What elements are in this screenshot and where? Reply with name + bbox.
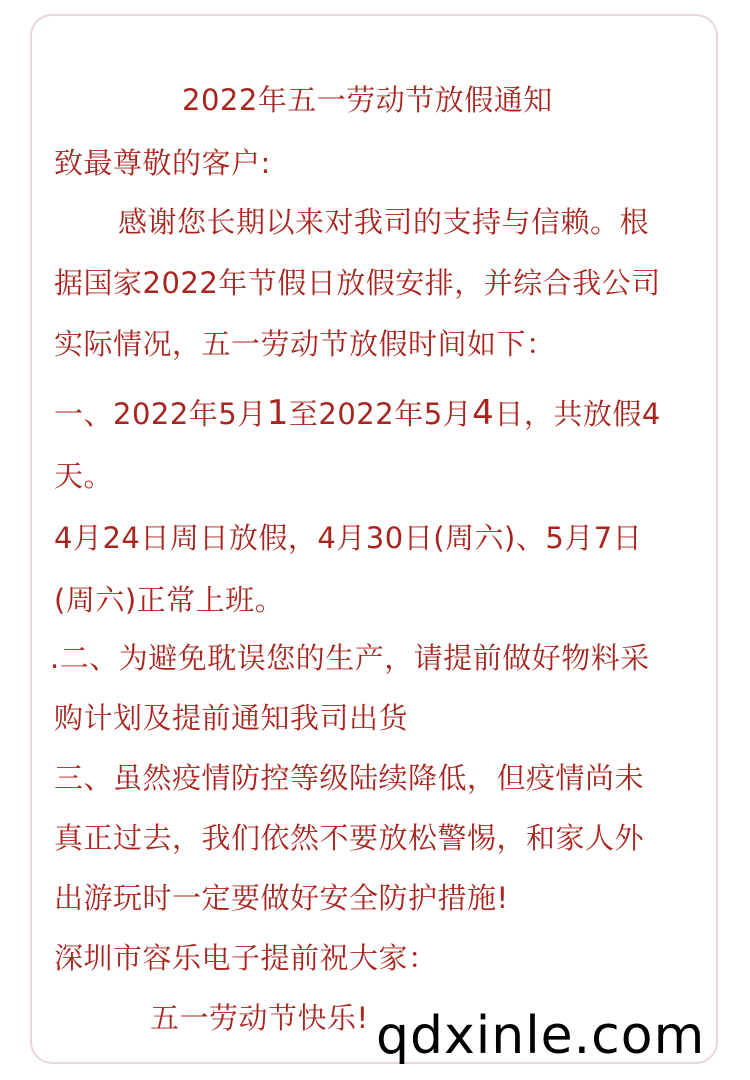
workdays-line-2: (周六)正常上班。 xyxy=(54,583,285,617)
item2-line-1: .二、为避免耽误您的生产，请提前做好物料采 xyxy=(50,641,650,675)
notice-title: 2022年五一劳动节放假通知 xyxy=(182,83,553,117)
item1-suffix: 日，共放假4 xyxy=(494,397,661,431)
item1-middle: 至2022年5月 xyxy=(288,397,473,431)
item2-line-2: 购计划及提前通知我司出货 xyxy=(54,701,409,735)
intro-line-3: 实际情况，五一劳动节放假时间如下： xyxy=(54,327,556,361)
holiday-wish: 五一劳动节快乐! xyxy=(150,1001,369,1035)
item1-line-1 xyxy=(54,395,661,432)
workdays-line-1: 4月24日周日放假，4月30日(周六)、5月7日 xyxy=(54,521,643,555)
item3-line-2: 真正过去，我们依然不要放松警惕，和家人外 xyxy=(54,821,645,855)
item1-day-end: 4 xyxy=(472,393,495,433)
item1-prefix: 一、2022年5月 xyxy=(54,397,267,431)
item3-line-3: 出游玩时一定要做好安全防护措施! xyxy=(54,881,509,915)
watermark-domain: qdxinle.com xyxy=(376,1006,706,1066)
item1-line-2: 天。 xyxy=(54,459,114,493)
intro-line-1: 感谢您长期以来对我司的支持与信赖。根 xyxy=(118,205,650,239)
intro-line-2: 据国家2022年节假日放假安排，并综合我公司 xyxy=(54,266,661,300)
item1-day-start: 1 xyxy=(266,393,289,433)
closing-line: 深圳市容乐电子提前祝大家： xyxy=(54,941,438,975)
item3-line-1: 三、虽然疫情防控等级陆续降低，但疫情尚未 xyxy=(54,761,645,795)
greeting: 致最尊敬的客户: xyxy=(54,146,271,180)
